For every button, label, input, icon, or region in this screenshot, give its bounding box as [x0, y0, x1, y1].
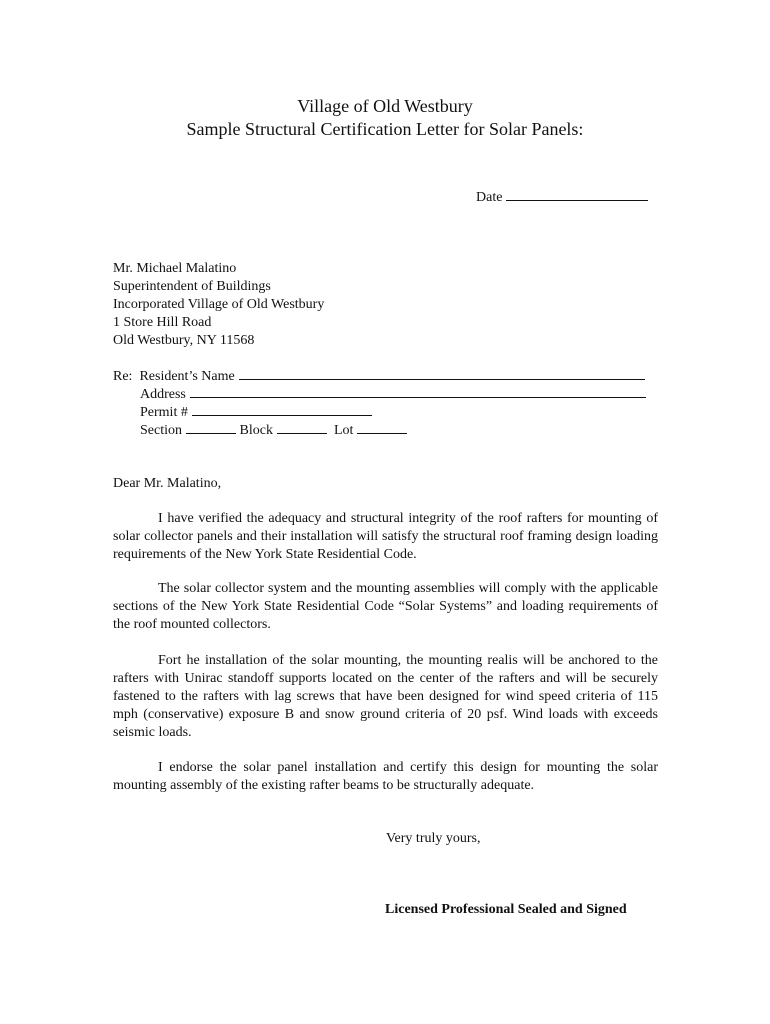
closing: Very truly yours, [386, 831, 481, 846]
body-paragraph-4: I endorse the solar panel installation and certify this design for mounting the solar mounting assembly of the existing rafter beams to be structurally adequate. [113, 760, 658, 793]
recipient-organization: Incorporated Village of Old Westbury [113, 297, 325, 312]
document-title-line2: Sample Structural Certification Letter for Solar Panels: [186, 119, 584, 139]
block-label: Block [239, 423, 273, 438]
lot-label: Lot [333, 423, 354, 438]
body-paragraph-1: I have verified the adequacy and structural integrity of the roof rafters for mounting of solar collector panels and their installation will satisfy the structural roof framing design loading requirements of the New York State Residential Code. [113, 511, 658, 562]
lot-blank[interactable] [357, 421, 407, 434]
date-blank[interactable] [506, 188, 648, 201]
residents-name-blank[interactable] [239, 367, 645, 380]
body-paragraph-3: Fort he installation of the solar mounting, the mounting realis will be anchored to the rafters with Unirac standoff supports located on the center of the rafters and will be securely fastened to the rafters with lag screws that have been designed for wind speed criteria of 115 mph (conservative) exposure B and snow ground criteria of 20 psf. Wind loads with exceeds seismic loads. [113, 653, 658, 740]
re-address-row [113, 385, 646, 403]
residents-name-label: Resident’s Name [139, 369, 235, 384]
recipient-city-state-zip: Old Westbury, NY 11568 [113, 333, 255, 348]
permit-label: Permit # [140, 405, 188, 420]
section-label: Section [140, 423, 182, 438]
re-prefix: Re: [113, 369, 133, 384]
recipient-name: Mr. Michael Malatino [113, 261, 237, 276]
date-field [476, 188, 648, 206]
recipient-street: 1 Store Hill Road [113, 315, 212, 330]
recipient-address [113, 260, 324, 350]
recipient-position: Superintendent of Buildings [113, 279, 271, 294]
date-label: Date [476, 190, 503, 205]
reference-block [113, 367, 646, 439]
section-blank[interactable] [186, 421, 236, 434]
block-blank[interactable] [277, 421, 327, 434]
document-title-line1: Village of Old Westbury [297, 96, 473, 116]
re-permit-row [113, 403, 646, 421]
permit-blank[interactable] [192, 403, 372, 416]
address-blank[interactable] [190, 385, 646, 398]
body-paragraph-2: The solar collector system and the mounting assemblies will comply with the applicable sections of the New York State Residential Code “Solar Systems” and loading requirements of the roof mounted collectors. [113, 581, 658, 632]
address-label: Address [140, 387, 186, 402]
salutation: Dear Mr. Malatino, [113, 476, 222, 491]
re-residents-name-row [113, 367, 646, 385]
signature-line: Licensed Professional Sealed and Signed [385, 902, 627, 917]
re-section-block-lot-row [113, 421, 646, 439]
